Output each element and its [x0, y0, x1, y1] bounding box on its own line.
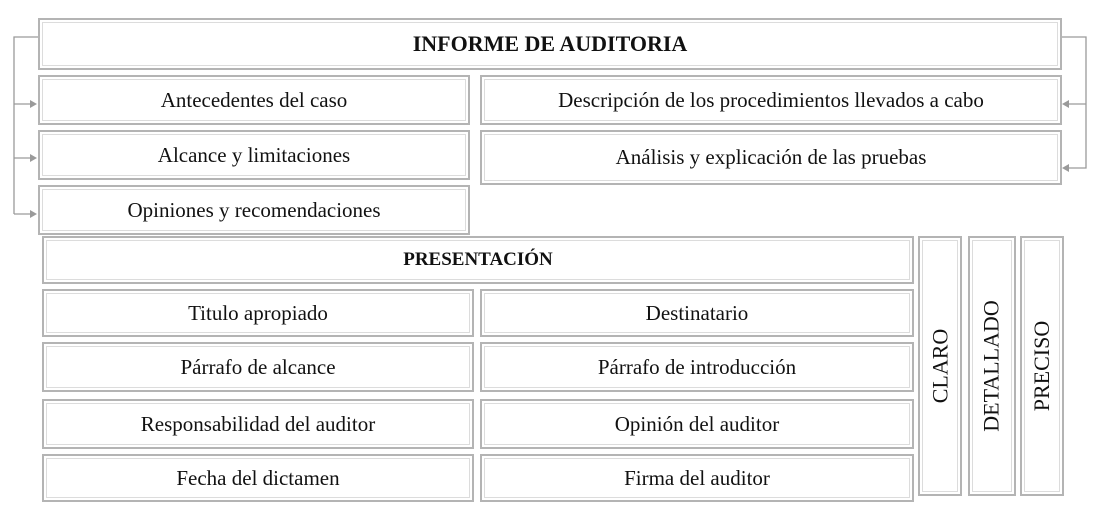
arrow-right-icon [30, 154, 37, 162]
presentacion-cell-4-2: Firma del auditor [480, 454, 914, 502]
informe-left-item-3: Opiniones y recomendaciones [38, 185, 470, 235]
arrow-left-icon [1062, 100, 1069, 108]
presentacion-cell-2-2: Párrafo de introducción [480, 342, 914, 392]
presentacion-cell-1-2: Destinatario [480, 289, 914, 337]
quality-preciso: PRECISO [1020, 236, 1064, 496]
quality-detallado: DETALLADO [968, 236, 1016, 496]
informe-title-box [38, 18, 1062, 70]
presentacion-cell-2-1: Párrafo de alcance [42, 342, 474, 392]
presentacion-cell-4-1: Fecha del dictamen [42, 454, 474, 502]
informe-right-item-2: Análisis y explicación de las pruebas [480, 130, 1062, 185]
left-bracket-line [14, 37, 38, 214]
presentacion-cell-3-2: Opinión del auditor [480, 399, 914, 449]
informe-title: INFORME DE AUDITORIA [412, 31, 688, 56]
arrow-right-icon [30, 210, 37, 218]
quality-claro: CLARO [918, 236, 962, 496]
informe-left-item-2: Alcance y limitaciones [38, 130, 470, 180]
arrow-right-icon [30, 100, 37, 108]
presentacion-cell-1-1: Titulo apropiado [42, 289, 474, 337]
informe-right-item-1: Descripción de los procedimientos llevados a cabo [480, 75, 1062, 125]
presentacion-cell-3-1: Responsabilidad del auditor [42, 399, 474, 449]
arrow-left-icon [1062, 164, 1069, 172]
informe-left-item-1: Antecedentes del caso [38, 75, 470, 125]
presentacion-title: PRESENTACIÓN [403, 249, 553, 270]
presentacion-title-box [42, 236, 914, 284]
